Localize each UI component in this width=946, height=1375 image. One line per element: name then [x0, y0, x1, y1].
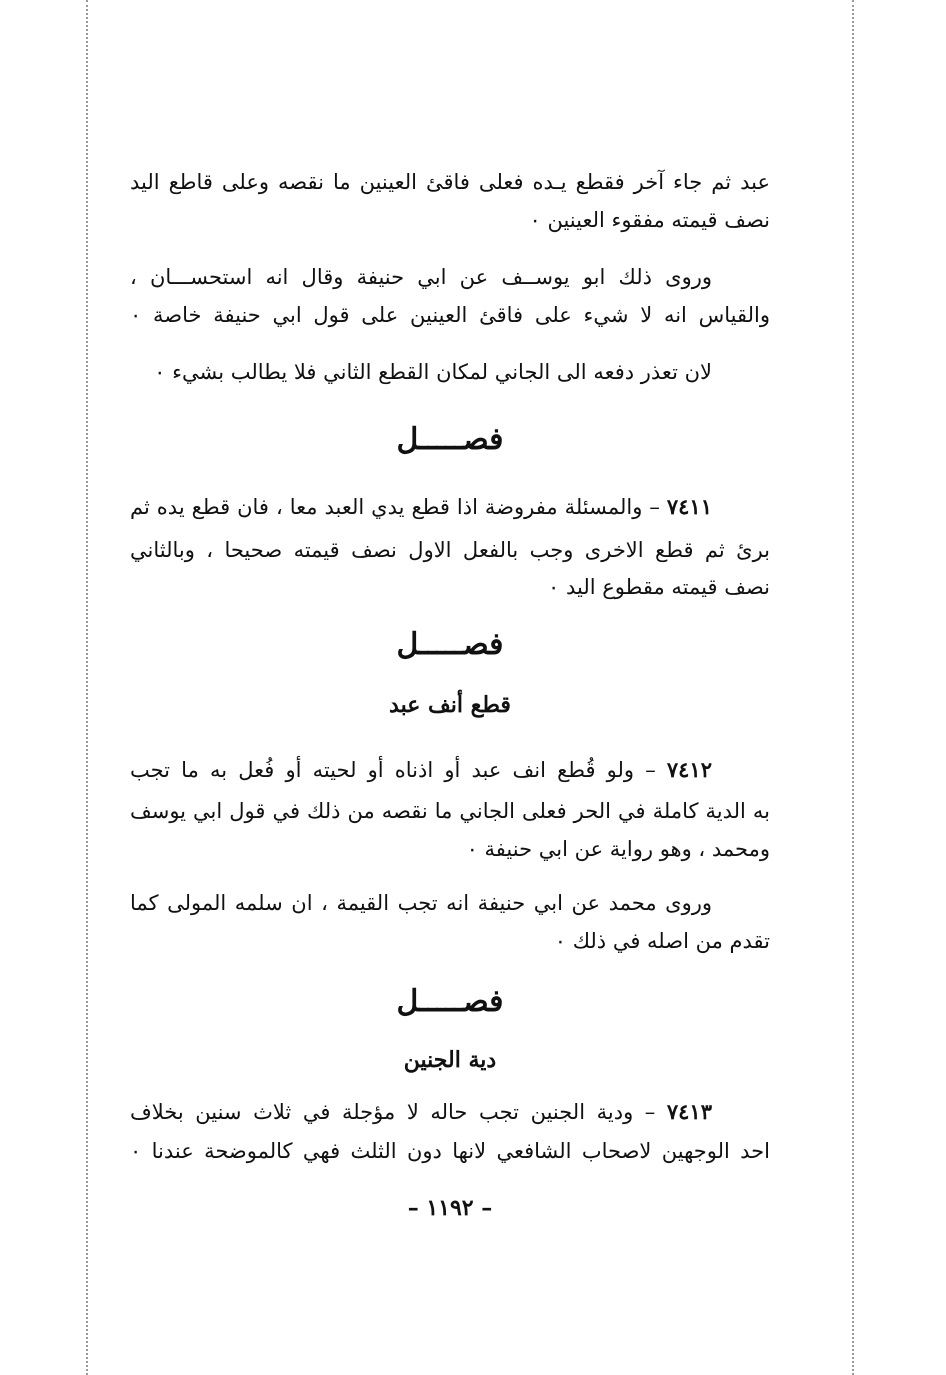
paragraph-number: ٧٤١١ [666, 494, 712, 519]
text-line: لان تعذر دفعه الى الجاني لمكان القطع الثاني فلا يطالب بشيء ٠ [154, 360, 712, 384]
paragraph-number: ٧٤١٣ [666, 1099, 712, 1124]
text-line: احد الوجهين لاصحاب الشافعي لانها دون الثلث فهي كالموضحة عندنا ٠ [130, 1139, 770, 1163]
text-line: ومحمد ، وهو رواية عن ابي حنيفة ٠ [466, 837, 770, 861]
section-subheading: قطع أنف عبد [389, 692, 511, 718]
paragraph-text: – ودية الجنين تجب حاله لا مؤجلة في ثلاث سنين بخلاف [130, 1100, 656, 1124]
text-line: والقياس انه لا شيء على فاقئ العينين على قول ابي حنيفة خاصة ٠ [130, 303, 770, 327]
text-line: وروى ذلك ابو يوســف عن ابي حنيفة وقال انه استحســـان ، [130, 265, 712, 289]
scan-edge-right [852, 0, 854, 1375]
section-heading: فصـــــل [396, 984, 504, 1019]
text-line [130, 1097, 712, 1127]
text-line: وروى محمد عن ابي حنيفة انه تجب القيمة ، ان سلمه المولى كما [130, 891, 712, 915]
section-heading: فصـــــل [396, 627, 504, 662]
section-subheading: دية الجنين [403, 1047, 497, 1073]
text-line: نصف قيمته مقطوع اليد ٠ [548, 575, 770, 599]
scan-edge-left [86, 0, 88, 1375]
text-line: به الدية كاملة في الحر فعلى الجاني ما نقصه من ذلك في قول ابي يوسف [130, 799, 770, 823]
text-line: برئ ثم قطع الاخرى وجب بالفعل الاول نصف قيمته صحيحا ، وبالثاني [130, 538, 770, 562]
paragraph-text: – ولو قُطع انف عبد أو اذناه أو لحيته أو فُعل به ما تجب [130, 758, 656, 782]
book-page [130, 0, 770, 1375]
paragraph-number: ٧٤١٢ [666, 757, 712, 782]
text-line: عبد ثم جاء آخر فقطع يـده فعلى فاقئ العينين ما نقصه وعلى قاطع اليد [130, 170, 770, 194]
section-heading: فصـــــل [396, 422, 504, 457]
paragraph-text: – والمسئلة مفروضة اذا قطع يدي العبد معا ، فان قطع يده ثم [130, 495, 660, 519]
page-number: – ١١٩٢ – [407, 1195, 493, 1221]
text-line [130, 755, 712, 785]
text-line [130, 492, 712, 522]
text-line: تقدم من اصله في ذلك ٠ [554, 929, 770, 953]
text-line: نصف قيمته مفقوء العينين ٠ [529, 208, 770, 232]
